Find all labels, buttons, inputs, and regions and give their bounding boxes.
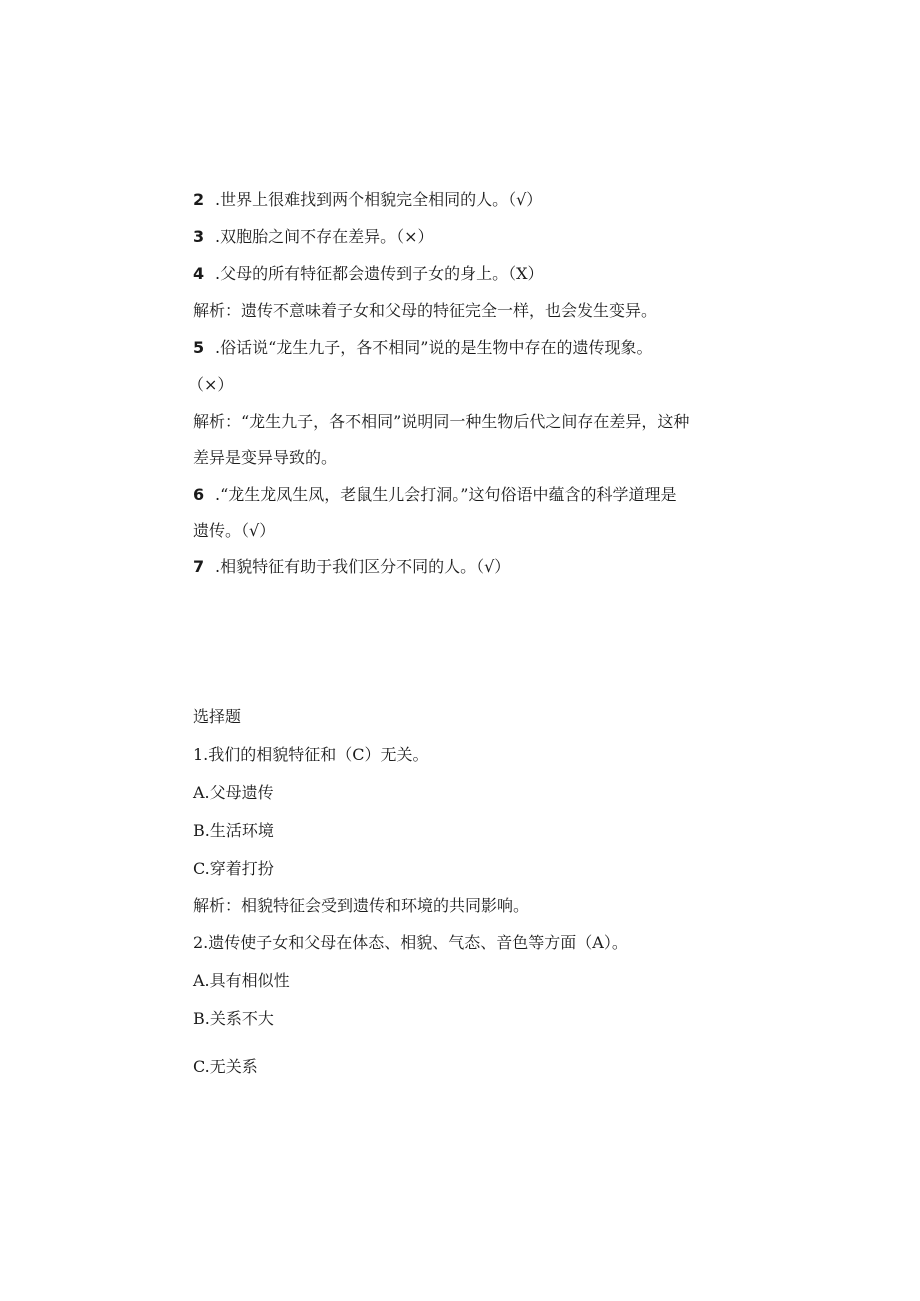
item-number: 5 bbox=[193, 338, 205, 357]
judgement-item-5 bbox=[193, 338, 652, 358]
item-text: .双胞胎之间不存在差异。（×） bbox=[215, 227, 434, 246]
choice-1-analysis: 解析：相貌特征会受到遗传和环境的共同影响。 bbox=[193, 896, 530, 915]
item-number: 7 bbox=[193, 557, 205, 576]
item-number: 3 bbox=[193, 227, 205, 246]
choice-2-option-a: A.具有相似性 bbox=[193, 971, 290, 990]
item-text: .相貌特征有助于我们区分不同的人。（√） bbox=[215, 557, 511, 576]
item-number: 4 bbox=[193, 264, 205, 283]
judgement-item-6 bbox=[193, 485, 676, 505]
judgement-item-5-analysis-line2: 差异是变异导致的。 bbox=[193, 448, 338, 467]
choice-question-2: 2.遗传使子女和父母在体态、相貌、气态、音色等方面（A）。 bbox=[193, 933, 628, 952]
item-text: .父母的所有特征都会遗传到子女的身上。（X） bbox=[215, 264, 544, 283]
judgement-item-4-analysis: 解析：遗传不意味着子女和父母的特征完全一样，也会发生变异。 bbox=[193, 301, 658, 320]
item-text: .俗话说“龙生九子，各不相同”说的是生物中存在的遗传现象。 bbox=[215, 338, 653, 357]
judgement-item-6-line2: 遗传。（√） bbox=[193, 521, 276, 540]
choice-2-option-c: C.无关系 bbox=[193, 1057, 258, 1076]
item-number: 6 bbox=[193, 485, 205, 504]
choice-1-option-c: C.穿着打扮 bbox=[193, 859, 274, 878]
judgement-item-4 bbox=[193, 264, 543, 284]
choice-1-option-b: B.生活环境 bbox=[193, 821, 274, 840]
choice-section-heading: 选择题 bbox=[193, 707, 242, 726]
judgement-item-5-analysis-line1: 解析：“龙生九子，各不相同”说明同一种生物后代之间存在差异，这种 bbox=[193, 412, 690, 431]
item-number: 2 bbox=[193, 190, 205, 209]
choice-2-option-b: B.关系不大 bbox=[193, 1009, 274, 1028]
item-text: .世界上很难找到两个相貌完全相同的人。（√） bbox=[215, 190, 543, 209]
judgement-item-5-answer: （×） bbox=[188, 375, 234, 394]
item-text: .“龙生龙凤生凤，老鼠生儿会打洞。”这句俗语中蕴含的科学道理是 bbox=[215, 485, 677, 504]
judgement-item-7 bbox=[193, 557, 510, 577]
choice-1-option-a: A.父母遗传 bbox=[193, 783, 274, 802]
judgement-item-2 bbox=[193, 190, 542, 210]
judgement-item-3 bbox=[193, 227, 434, 247]
choice-question-1: 1.我们的相貌特征和（C）无关。 bbox=[193, 745, 429, 764]
